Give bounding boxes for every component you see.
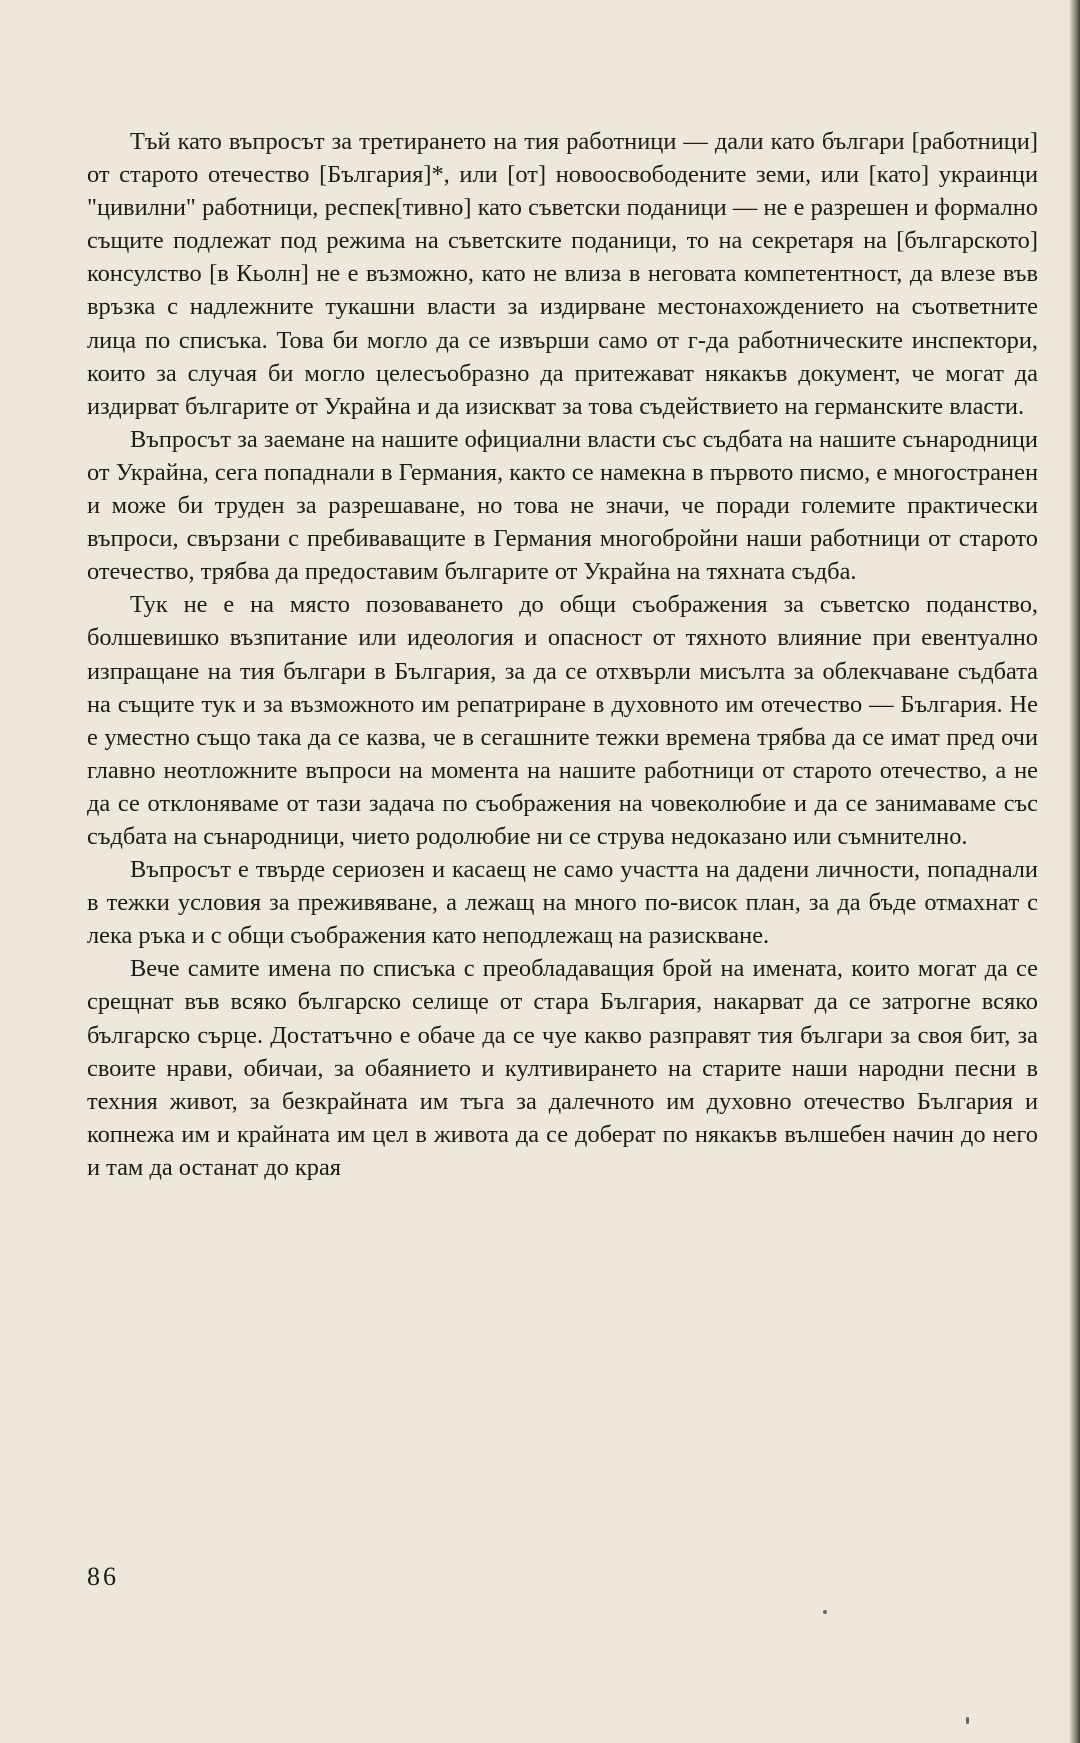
page-number: 86 [87,1562,119,1591]
body-text [87,125,1038,1184]
paragraph-4: Въпросът е твърде сериозен и касаещ не само участта на дадени личности, попаднали в тежки условия за преживяване, а лежащ на много по-висок план, за да бъде отмахнат с лека ръка и с общи съображения като неподлежащ на разискване. [87,856,1038,950]
paragraph-5: Вече самите имена по списъка с преобладаващия брой на имената, които могат да се срещнат във всяко българско селище от стара България, накарват да се затрогне всяко българско сърце. Достатъчно е обаче да се чуе какво разправят тия българи за своя бит, за своите нрави, обичаи, за обаянието и култивирането на старите наши народни песни в техния живот, за безкрайната им тъга за далечното им духовно отечество България и копнежа им и крайната им цел в живота да се доберат по някакъв вълшебен начин до него и там да останат до края [87,955,1038,1181]
paragraph-2: Въпросът за заемане на нашите официални власти със съдбата на нашите сънародници от Украйна, сега попаднали в Германия, както се намекна в първото писмо, е многостранен и може би труден за разрешаване, но това не значи, че поради големите практически въпроси, свързани с пребиваващите в Германия многобройни наши работници от старото отечество, трябва да предоставим българите от Украйна на тяхната съдба. [87,425,1038,586]
page-edge-shadow [1070,0,1080,1743]
paragraph-1: Тъй като въпросът за третирането на тия работници — дали като българи [работници] от старото отечество [България]*, или [от] новоосвободените земи, или [като] украинци "цивилни" работници, респек[тивно] като съветски поданици — не е разрешен и формално същите подлежат под режима на съветските поданици, то на секретаря на [българското] консулство [в Кьолн] не е възможно, като не влиза в неговата компетентност, да влезе във връзка с надлежните тукашни власти за издирване местонахождението на съответните лица по списъка. Това би могло да се извърши само от г-да работническите инспектори, които за случая би могло целесъобразно да притежават някакъв документ, че могат да издирват българите от Украйна и да изискват за това съдействието на германските власти. [87,128,1038,420]
paragraph-3: Тук не е на място позоваването до общи съображения за съветско поданство, болшевишко възпитание или идеология и опасност от тяхното влияние при евентуално изпращане на тия българи в България, за да се отхвърли мисълта за облекчаване съдбата на същите тук и за възможното им репатриране в духовното им отечество — България. Не е уместно също така да се казва, че в сегашните тежки времена трябва да се имат пред очи главно неотложните въпроси на момента на нашите работници от старото отечество, а не да се отклоняваме от тази задача по съображения на човеколюбие и да се занимаваме със съдбата на сънародници, чието родолюбие ни се струва недоказано или съмнително. [87,591,1038,850]
paper-speck [823,1610,827,1614]
paper-speck [966,1717,969,1724]
